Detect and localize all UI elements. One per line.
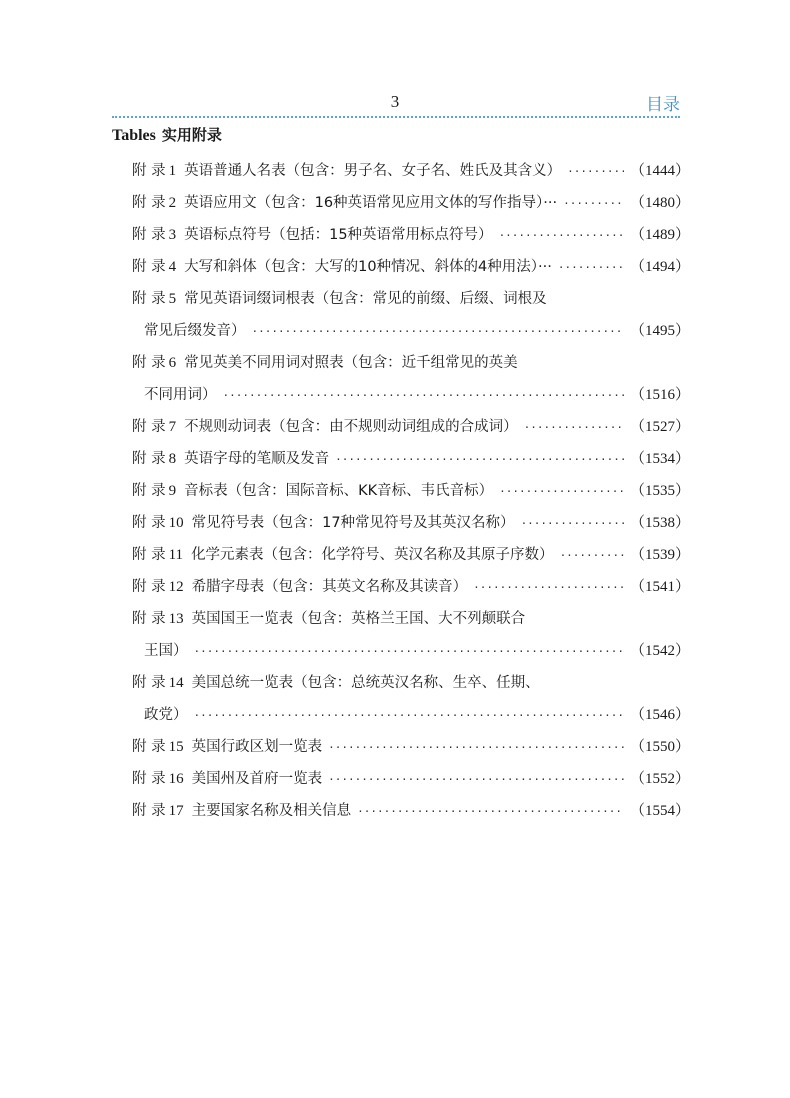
toc-entry-number: 9 xyxy=(168,483,177,499)
toc-entry-line xyxy=(132,571,690,603)
toc-dot-leader xyxy=(194,636,624,668)
toc-entry[interactable] xyxy=(132,731,690,763)
toc-entry-page: （1554） xyxy=(629,803,690,819)
toc-dot-leader xyxy=(357,796,624,828)
toc-entry[interactable] xyxy=(132,443,690,475)
toc-entry-label: 附 录 xyxy=(132,771,166,787)
toc-entry-title: 常见符号表（包含：17种常见符号及其英汉名称） xyxy=(191,515,515,531)
toc-entry-label: 附 录 xyxy=(132,803,166,819)
table-of-contents xyxy=(132,155,690,827)
toc-entry-page: （1550） xyxy=(629,739,690,755)
toc-entry-title: 英语普通人名表（包含：男子名、女子名、姓氏及其含义） xyxy=(184,163,562,179)
toc-entry-number: 2 xyxy=(168,195,177,211)
toc-entry-title: 常见后缀发音） xyxy=(144,323,246,339)
toc-entry-number: 13 xyxy=(168,611,184,627)
toc-entry-continuation-line xyxy=(132,315,690,347)
toc-entry-page: （1480） xyxy=(629,195,690,211)
toc-entry[interactable] xyxy=(132,603,690,667)
toc-entry[interactable] xyxy=(132,219,690,251)
toc-entry-line xyxy=(132,603,690,635)
toc-entry-label: 附 录 xyxy=(132,675,166,691)
toc-entry-number: 4 xyxy=(168,259,177,275)
toc-entry-continuation-line xyxy=(132,699,690,731)
toc-entry-line xyxy=(132,475,690,507)
toc-entry[interactable] xyxy=(132,251,690,283)
toc-entry-number: 11 xyxy=(168,547,184,563)
toc-entry-line xyxy=(132,507,690,539)
toc-entry-line xyxy=(132,251,690,283)
toc-entry-number: 1 xyxy=(168,163,177,179)
toc-entry-label: 附 录 xyxy=(132,451,166,467)
toc-entry-number: 16 xyxy=(168,771,184,787)
toc-dot-leader xyxy=(524,412,624,444)
toc-entry-page: （1552） xyxy=(629,771,690,787)
toc-entry-page: （1494） xyxy=(629,259,690,275)
section-title xyxy=(112,124,222,145)
toc-entry-label: 附 录 xyxy=(132,611,166,627)
toc-entry-page: （1546） xyxy=(629,707,690,723)
toc-entry-title: 希腊字母表（包含：其英文名称及其读音） xyxy=(191,579,468,595)
toc-entry-line xyxy=(132,667,690,699)
toc-dot-leader xyxy=(328,732,624,764)
section-title-zh: 实用附录 xyxy=(161,126,222,144)
toc-entry-page: （1538） xyxy=(629,515,690,531)
toc-entry-title: 美国州及首府一览表 xyxy=(191,771,323,787)
toc-entry-page: （1534） xyxy=(629,451,690,467)
toc-entry-label: 附 录 xyxy=(132,483,166,499)
toc-entry-page: （1535） xyxy=(629,483,690,499)
toc-entry-number: 7 xyxy=(168,419,177,435)
toc-dot-leader xyxy=(335,444,624,476)
toc-entry-page: （1542） xyxy=(629,643,690,659)
toc-entry-number: 12 xyxy=(168,579,184,595)
toc-entry-number: 10 xyxy=(168,515,184,531)
toc-entry-label: 附 录 xyxy=(132,579,166,595)
toc-entry-number: 17 xyxy=(168,803,184,819)
toc-entry[interactable] xyxy=(132,795,690,827)
toc-entry[interactable] xyxy=(132,283,690,347)
toc-dot-leader xyxy=(252,316,624,348)
toc-dot-leader xyxy=(223,380,624,412)
toc-entry-line xyxy=(132,411,690,443)
toc-entry-line xyxy=(132,443,690,475)
toc-entry-line xyxy=(132,347,690,379)
toc-entry-line xyxy=(132,795,690,827)
toc-dot-leader xyxy=(567,156,624,188)
toc-entry-number: 14 xyxy=(168,675,184,691)
toc-entry-title: 化学元素表（包含：化学符号、英汉名称及其原子序数） xyxy=(191,547,554,563)
toc-entry-number: 3 xyxy=(168,227,177,243)
toc-entry[interactable] xyxy=(132,187,690,219)
toc-entry-title: 英语标点符号（包括：15种英语常用标点符号） xyxy=(184,227,493,243)
toc-entry-label: 附 录 xyxy=(132,355,166,371)
toc-entry-page: （1495） xyxy=(629,323,690,339)
toc-entry-line xyxy=(132,283,690,315)
toc-entry-number: 8 xyxy=(168,451,177,467)
toc-entry-title: 不规则动词表（包含：由不规则动词组成的合成词） xyxy=(184,419,518,435)
toc-entry-continuation-line xyxy=(132,635,690,667)
header-dotted-rule xyxy=(112,116,680,118)
toc-entry-title: 美国总统一览表（包含：总统英汉名称、生卒、任期、 xyxy=(191,675,540,691)
toc-entry-title: 主要国家名称及相关信息 xyxy=(191,803,352,819)
toc-dot-leader xyxy=(499,476,624,508)
section-title-en: Tables xyxy=(112,127,156,144)
toc-entry-line xyxy=(132,187,690,219)
toc-entry-page: （1516） xyxy=(629,387,690,403)
toc-entry-number: 5 xyxy=(168,291,177,307)
toc-entry-label: 附 录 xyxy=(132,227,166,243)
toc-dot-leader xyxy=(560,540,624,572)
toc-entry-title: 英国国王一览表（包含：英格兰王国、大不列颠联合 xyxy=(191,611,526,627)
toc-entry-continuation-line xyxy=(132,379,690,411)
toc-entry-title: 不同用词） xyxy=(144,387,217,403)
toc-entry[interactable] xyxy=(132,155,690,187)
toc-entry-label: 附 录 xyxy=(132,739,166,755)
toc-dot-leader xyxy=(194,700,624,732)
toc-entry-title: 英语应用文（包含：16种英语常见应用文体的写作指导）··· xyxy=(184,195,558,211)
toc-entry-label: 附 录 xyxy=(132,259,166,275)
toc-entry-title: 英国行政区划一览表 xyxy=(191,739,323,755)
toc-entry[interactable] xyxy=(132,411,690,443)
toc-entry-label: 附 录 xyxy=(132,419,166,435)
toc-dot-leader xyxy=(521,508,624,540)
toc-entry[interactable] xyxy=(132,347,690,411)
toc-entry-title: 常见英美不同用词对照表（包含：近千组常见的英美 xyxy=(184,355,518,371)
toc-entry[interactable] xyxy=(132,539,690,571)
page-number: 3 xyxy=(390,92,400,111)
toc-entry[interactable] xyxy=(132,571,690,603)
toc-entry-title: 英语字母的笔顺及发音 xyxy=(184,451,330,467)
toc-entry-label: 附 录 xyxy=(132,163,166,179)
toc-entry-page: （1444） xyxy=(629,163,690,179)
toc-entry-page: （1527） xyxy=(629,419,690,435)
toc-entry-label: 附 录 xyxy=(132,547,166,563)
toc-entry-title: 大写和斜体（包含：大写的10种情况、斜体的4种用法）··· xyxy=(184,259,552,275)
toc-entry[interactable] xyxy=(132,475,690,507)
toc-entry-line xyxy=(132,219,690,251)
toc-entry-label: 附 录 xyxy=(132,195,166,211)
toc-entry[interactable] xyxy=(132,667,690,731)
toc-entry-title: 音标表（包含：国际音标、KK音标、韦氏音标） xyxy=(184,483,494,499)
toc-dot-leader xyxy=(563,188,624,220)
toc-entry-page: （1539） xyxy=(629,547,690,563)
toc-dot-leader xyxy=(558,252,624,284)
toc-entry-line xyxy=(132,731,690,763)
header-section-label: 目录 xyxy=(646,95,680,115)
toc-dot-leader xyxy=(473,572,624,604)
toc-entry-page: （1489） xyxy=(629,227,690,243)
toc-entry-line xyxy=(132,539,690,571)
toc-entry-title: 常见英语词缀词根表（包含：常见的前缀、后缀、词根及 xyxy=(184,291,547,307)
toc-entry-label: 附 录 xyxy=(132,291,166,307)
toc-dot-leader xyxy=(499,220,624,252)
toc-entry-number: 6 xyxy=(168,355,177,371)
toc-entry-label: 附 录 xyxy=(132,515,166,531)
toc-entry-title: 王国） xyxy=(144,643,188,659)
toc-entry-number: 15 xyxy=(168,739,184,755)
toc-entry-line xyxy=(132,763,690,795)
toc-entry-title: 政党） xyxy=(144,707,188,723)
toc-entry-page: （1541） xyxy=(629,579,690,595)
toc-entry[interactable] xyxy=(132,507,690,539)
toc-entry-line xyxy=(132,155,690,187)
toc-dot-leader xyxy=(328,764,624,796)
toc-entry[interactable] xyxy=(132,763,690,795)
